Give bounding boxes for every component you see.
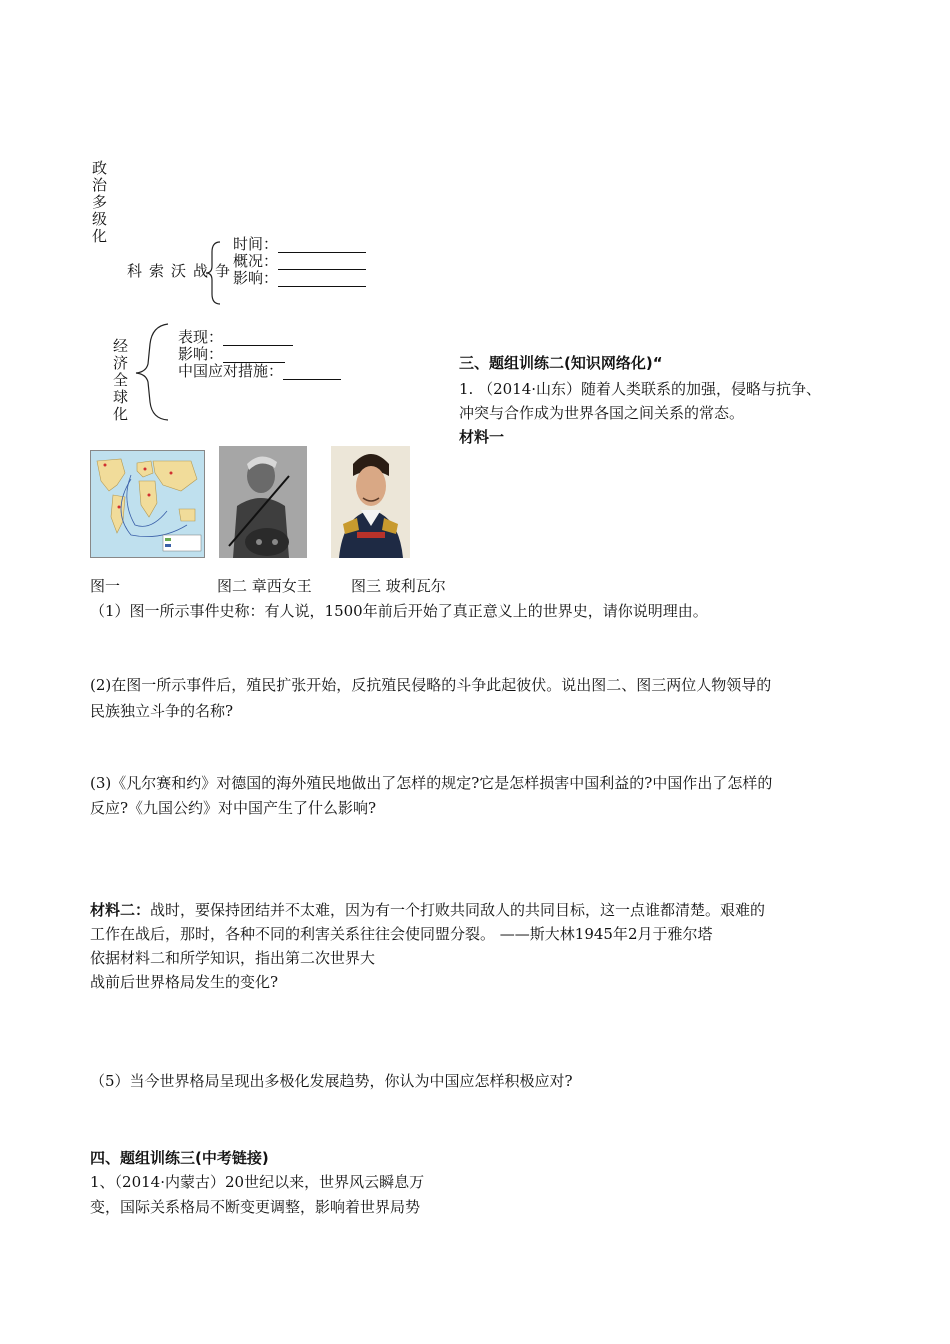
figure3-caption: 图三 玻利瓦尔 bbox=[351, 577, 446, 595]
globalization-china-blank[interactable] bbox=[283, 365, 341, 380]
question-2-line1: (2)在图一所示事件后，殖民扩张开始，反抗殖民侵略的斗争此起彼伏。说出图二、图三两位人物领导的 bbox=[90, 676, 772, 694]
kosovo-items bbox=[233, 236, 366, 287]
section4-line2: 变，国际关系格局不断变更调整，影响着世界局势 bbox=[90, 1198, 421, 1216]
kosovo-impact-blank[interactable] bbox=[278, 272, 366, 287]
question-4-line1: 依据材料二和所学知识，指出第二次世界大 bbox=[90, 949, 376, 967]
globalization-manifest-blank[interactable] bbox=[223, 331, 293, 346]
globalization-vertical-label: 经济全球化 bbox=[113, 337, 129, 423]
globalization-brace bbox=[132, 322, 172, 422]
question-1: （1）图一所示事件史称：有人说，1500年前后开始了真正意义上的世界史，请你说明理由。 bbox=[90, 602, 708, 620]
material1-label: 材料一 bbox=[459, 428, 505, 446]
material2-text-line1: 战时，要保持团结并不太难，因为有一个打败共同敌人的共同目标，这一点谁都清楚。艰难的 bbox=[150, 901, 766, 919]
material2-line1 bbox=[90, 898, 870, 922]
figure2-rani-portrait bbox=[219, 446, 307, 558]
section4-line1: 1、（2014·内蒙古）20世纪以来，世界风云瞬息万 bbox=[90, 1173, 425, 1191]
figure3-bolivar-portrait bbox=[331, 446, 410, 558]
figure1-voyages-map bbox=[90, 450, 205, 558]
kosovo-time-blank[interactable] bbox=[278, 238, 366, 253]
section3-q1-line2: 冲突与合作成为世界各国之间关系的常态。 bbox=[459, 404, 745, 422]
globalization-items bbox=[178, 329, 341, 380]
globalization-china-label: 中国应对措施： bbox=[178, 362, 284, 380]
kosovo-war-label: 科索沃战争 bbox=[127, 262, 238, 280]
figure2-caption: 图二 章西女王 bbox=[217, 577, 312, 595]
question-3-line2: 反应?《九国公约》对中国产生了什么影响? bbox=[90, 799, 377, 817]
globalization-impact-blank[interactable] bbox=[223, 348, 285, 363]
question-5: （5）当今世界格局呈现出多极化发展趋势，你认为中国应怎样积极应对? bbox=[90, 1072, 573, 1090]
figure1-caption: 图一 bbox=[90, 577, 121, 595]
politics-vertical-label: 政治多级化 bbox=[92, 159, 108, 245]
question-4-line2: 战前后世界格局发生的变化? bbox=[90, 973, 279, 991]
section3-heading: 三、题组训练二(知识网络化)“ bbox=[459, 354, 663, 372]
section4-heading: 四、题组训练三(中考链接) bbox=[90, 1149, 269, 1167]
material2-label: 材料二： bbox=[90, 901, 151, 919]
question-3-line1: (3)《凡尔赛和约》对德国的海外殖民地做出了怎样的规定?它是怎样损害中国利益的?中国作出了怎样的 bbox=[90, 774, 773, 792]
globalization-manifest-label: 表现： bbox=[178, 328, 224, 346]
kosovo-time-label: 时间： bbox=[233, 235, 279, 253]
globalization-impact-label: 影响： bbox=[178, 345, 224, 363]
kosovo-overview-blank[interactable] bbox=[278, 255, 366, 270]
kosovo-overview-label: 概况： bbox=[233, 252, 279, 270]
question-2-line2: 民族独立斗争的名称? bbox=[90, 702, 234, 720]
material2-line2: 工作在战后，那时，各种不同的利害关系往往会使同盟分裂。 ——斯大林1945年2月于雅尔塔 bbox=[90, 925, 713, 943]
section3-q1-line1: 1. （2014·山东）随着人类联系的加强，侵略与抗争、 bbox=[459, 380, 822, 398]
kosovo-impact-label: 影响： bbox=[233, 269, 279, 287]
kosovo-brace bbox=[204, 240, 222, 306]
